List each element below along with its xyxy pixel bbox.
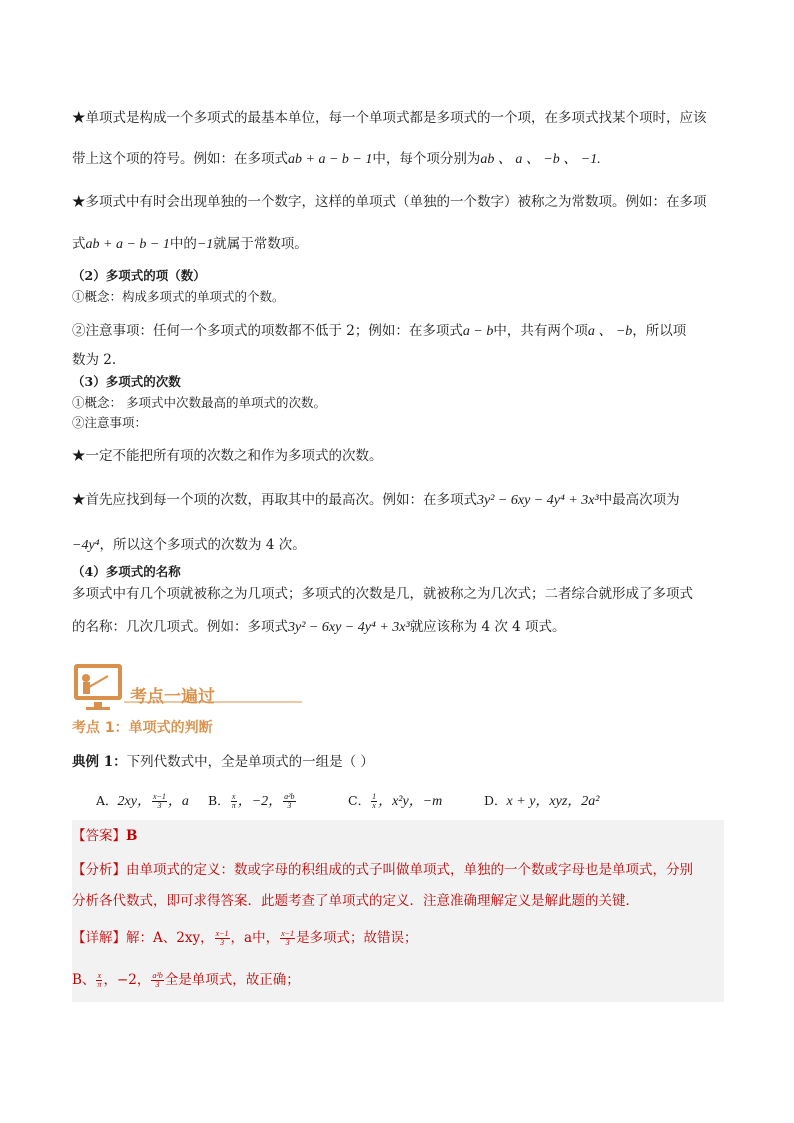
denominator: 3 — [155, 980, 160, 989]
teacher-board-icon — [72, 662, 372, 712]
text: 中最高次项为 — [598, 492, 680, 508]
option-c — [348, 790, 442, 810]
math-expr: 3y² − 6xy − 4y⁴ + 3x³ — [288, 620, 410, 635]
fraction — [231, 793, 237, 810]
option-label: A． — [96, 793, 118, 808]
sec4-line2 — [72, 617, 724, 638]
text: 是多项式；故错误； — [296, 930, 418, 946]
para1-line1: ★单项式是构成一个多项式的最基本单位，每一个单项式都是多项式的一个项，在多项式找某个项时，应该 — [72, 110, 707, 126]
para1-line2 — [72, 149, 724, 170]
sec3-concept: ①概念： 多项式中次数最高的单项式的次数。 — [72, 395, 326, 410]
math-expr: a − b — [462, 324, 494, 339]
sec3-star2-line1 — [72, 490, 724, 511]
text: ，−2， — [103, 972, 151, 988]
math-const: −1 — [196, 237, 214, 252]
option-label: D． — [484, 793, 507, 808]
denominator: 3 — [287, 801, 292, 810]
example-label: 典例 1： — [72, 754, 127, 770]
para2-line1: ★多项式中有时会出现单独的一个数字，这样的单项式（单独的一个数字）被称之为常数项。例如：在多项 — [72, 194, 707, 210]
text: 就属于常数项。 — [213, 236, 308, 252]
option-a — [96, 790, 189, 810]
text: 中，每个项分别为 — [372, 151, 481, 167]
kaodian-heading: 考点 1：单项式的判断 — [72, 720, 213, 736]
numerator: x — [231, 792, 236, 801]
numerator: x−1 — [152, 792, 166, 801]
text: ，所以这个多项式的次数为 4 次。 — [99, 537, 306, 553]
analysis-line1 — [72, 860, 724, 880]
numerator: x−1 — [215, 929, 229, 938]
para2-line2 — [72, 234, 724, 255]
math-terms: a 、 −b — [587, 324, 633, 339]
text: 中，共有两个项 — [493, 323, 588, 339]
denominator: 3 — [285, 938, 290, 947]
math-terms: ab 、 a 、 −b 、 −1. — [480, 152, 601, 167]
text: ★首先应找到每一个项的次数，再取其中的最高次。例如：在多项式 — [72, 492, 477, 508]
option-label: C． — [348, 793, 371, 808]
fraction — [215, 930, 230, 947]
fraction — [280, 930, 295, 947]
fraction — [152, 793, 167, 810]
sec3-star1: ★一定不能把所有项的次数之和作为多项式的次数。 — [72, 448, 383, 464]
math: ，a — [167, 794, 189, 809]
math-term: −4y⁴ — [72, 538, 100, 553]
question-text: 下列代数式中，全是单项式的一组是（ ） — [126, 754, 374, 770]
sec2-note-line1 — [72, 321, 724, 342]
fraction — [151, 972, 163, 989]
numerator: x — [97, 971, 102, 980]
answer-line — [72, 826, 724, 846]
sec3-star2-line2 — [72, 535, 724, 556]
math-expr: 3y² − 6xy − 4y⁴ + 3x³ — [477, 493, 599, 508]
analysis-tag: 【分析】 — [72, 862, 126, 878]
option-d — [484, 790, 599, 810]
detail-line1 — [72, 928, 724, 948]
numerator: 1 — [372, 792, 377, 801]
example-question — [72, 752, 724, 772]
denominator: x — [372, 801, 376, 810]
option-b — [208, 790, 297, 810]
fraction — [283, 793, 295, 810]
text: 带上这个项的符号。例如：在多项式 — [72, 151, 288, 167]
text: ，所以项 — [632, 323, 687, 339]
answer-value: B — [126, 828, 138, 844]
sec3-note: ②注意事项： — [72, 415, 148, 430]
denominator: 3 — [220, 938, 225, 947]
math: 2xy， — [117, 794, 151, 809]
text: 解：A、2xy， — [126, 930, 214, 946]
sec3-title: （3）多项式的次数 — [72, 374, 181, 389]
math-expr: ab + a − b − 1 — [85, 237, 170, 252]
analysis-line2: 分析各代数式，即可求得答案．此题考查了单项式的定义．注意准确理解定义是解此题的关键． — [72, 893, 639, 909]
denominator: π — [97, 980, 102, 989]
denominator: π — [231, 801, 236, 810]
detail-tag: 【详解】 — [72, 930, 126, 946]
fraction — [96, 972, 102, 989]
math: ，x²y，−m — [378, 794, 443, 809]
math: x + y，xyz，2a² — [506, 794, 600, 809]
text: 的名称：几次几项式。例如：多项式 — [72, 619, 288, 635]
sec2-concept: ①概念：构成多项式的单项式的个数。 — [72, 289, 285, 304]
text: ，a中， — [230, 930, 280, 946]
math: ，−2， — [237, 794, 283, 809]
sec4-title: （4）多项式的名称 — [72, 564, 181, 579]
text: 中的 — [169, 236, 197, 252]
answer-tag: 【答案】 — [72, 828, 126, 844]
detail-line2 — [72, 970, 724, 990]
text: 全是单项式，故正确； — [164, 972, 300, 988]
topic-banner-title: 考点一遍过 — [130, 687, 215, 707]
numerator: a²b — [152, 971, 163, 980]
analysis-text: 由单项式的定义：数或字母的积组成的式子叫做单项式，单独的一个数或字母也是单项式，分别 — [126, 862, 693, 878]
text: 式 — [72, 236, 86, 252]
option-label: B． — [208, 793, 230, 808]
math-expr: ab + a − b − 1 — [288, 152, 373, 167]
denominator: 3 — [157, 801, 162, 810]
sec4-line1: 多项式中有几个项就被称之为几项式；多项式的次数是几，就被称之为几次式；二者综合就形成了多项式 — [72, 586, 693, 602]
text: ②注意事项：任何一个多项式的项数都不低于 2；例如：在多项式 — [72, 323, 463, 339]
text: 就应该称为 4 次 4 项式。 — [409, 619, 566, 635]
numerator: a²b — [284, 792, 295, 801]
sec2-note-line2: 数为 2. — [72, 352, 117, 368]
fraction — [371, 793, 377, 810]
numerator: x−1 — [281, 929, 295, 938]
text: B、 — [72, 972, 96, 988]
sec2-title: （2）多项式的项（数） — [72, 268, 206, 283]
